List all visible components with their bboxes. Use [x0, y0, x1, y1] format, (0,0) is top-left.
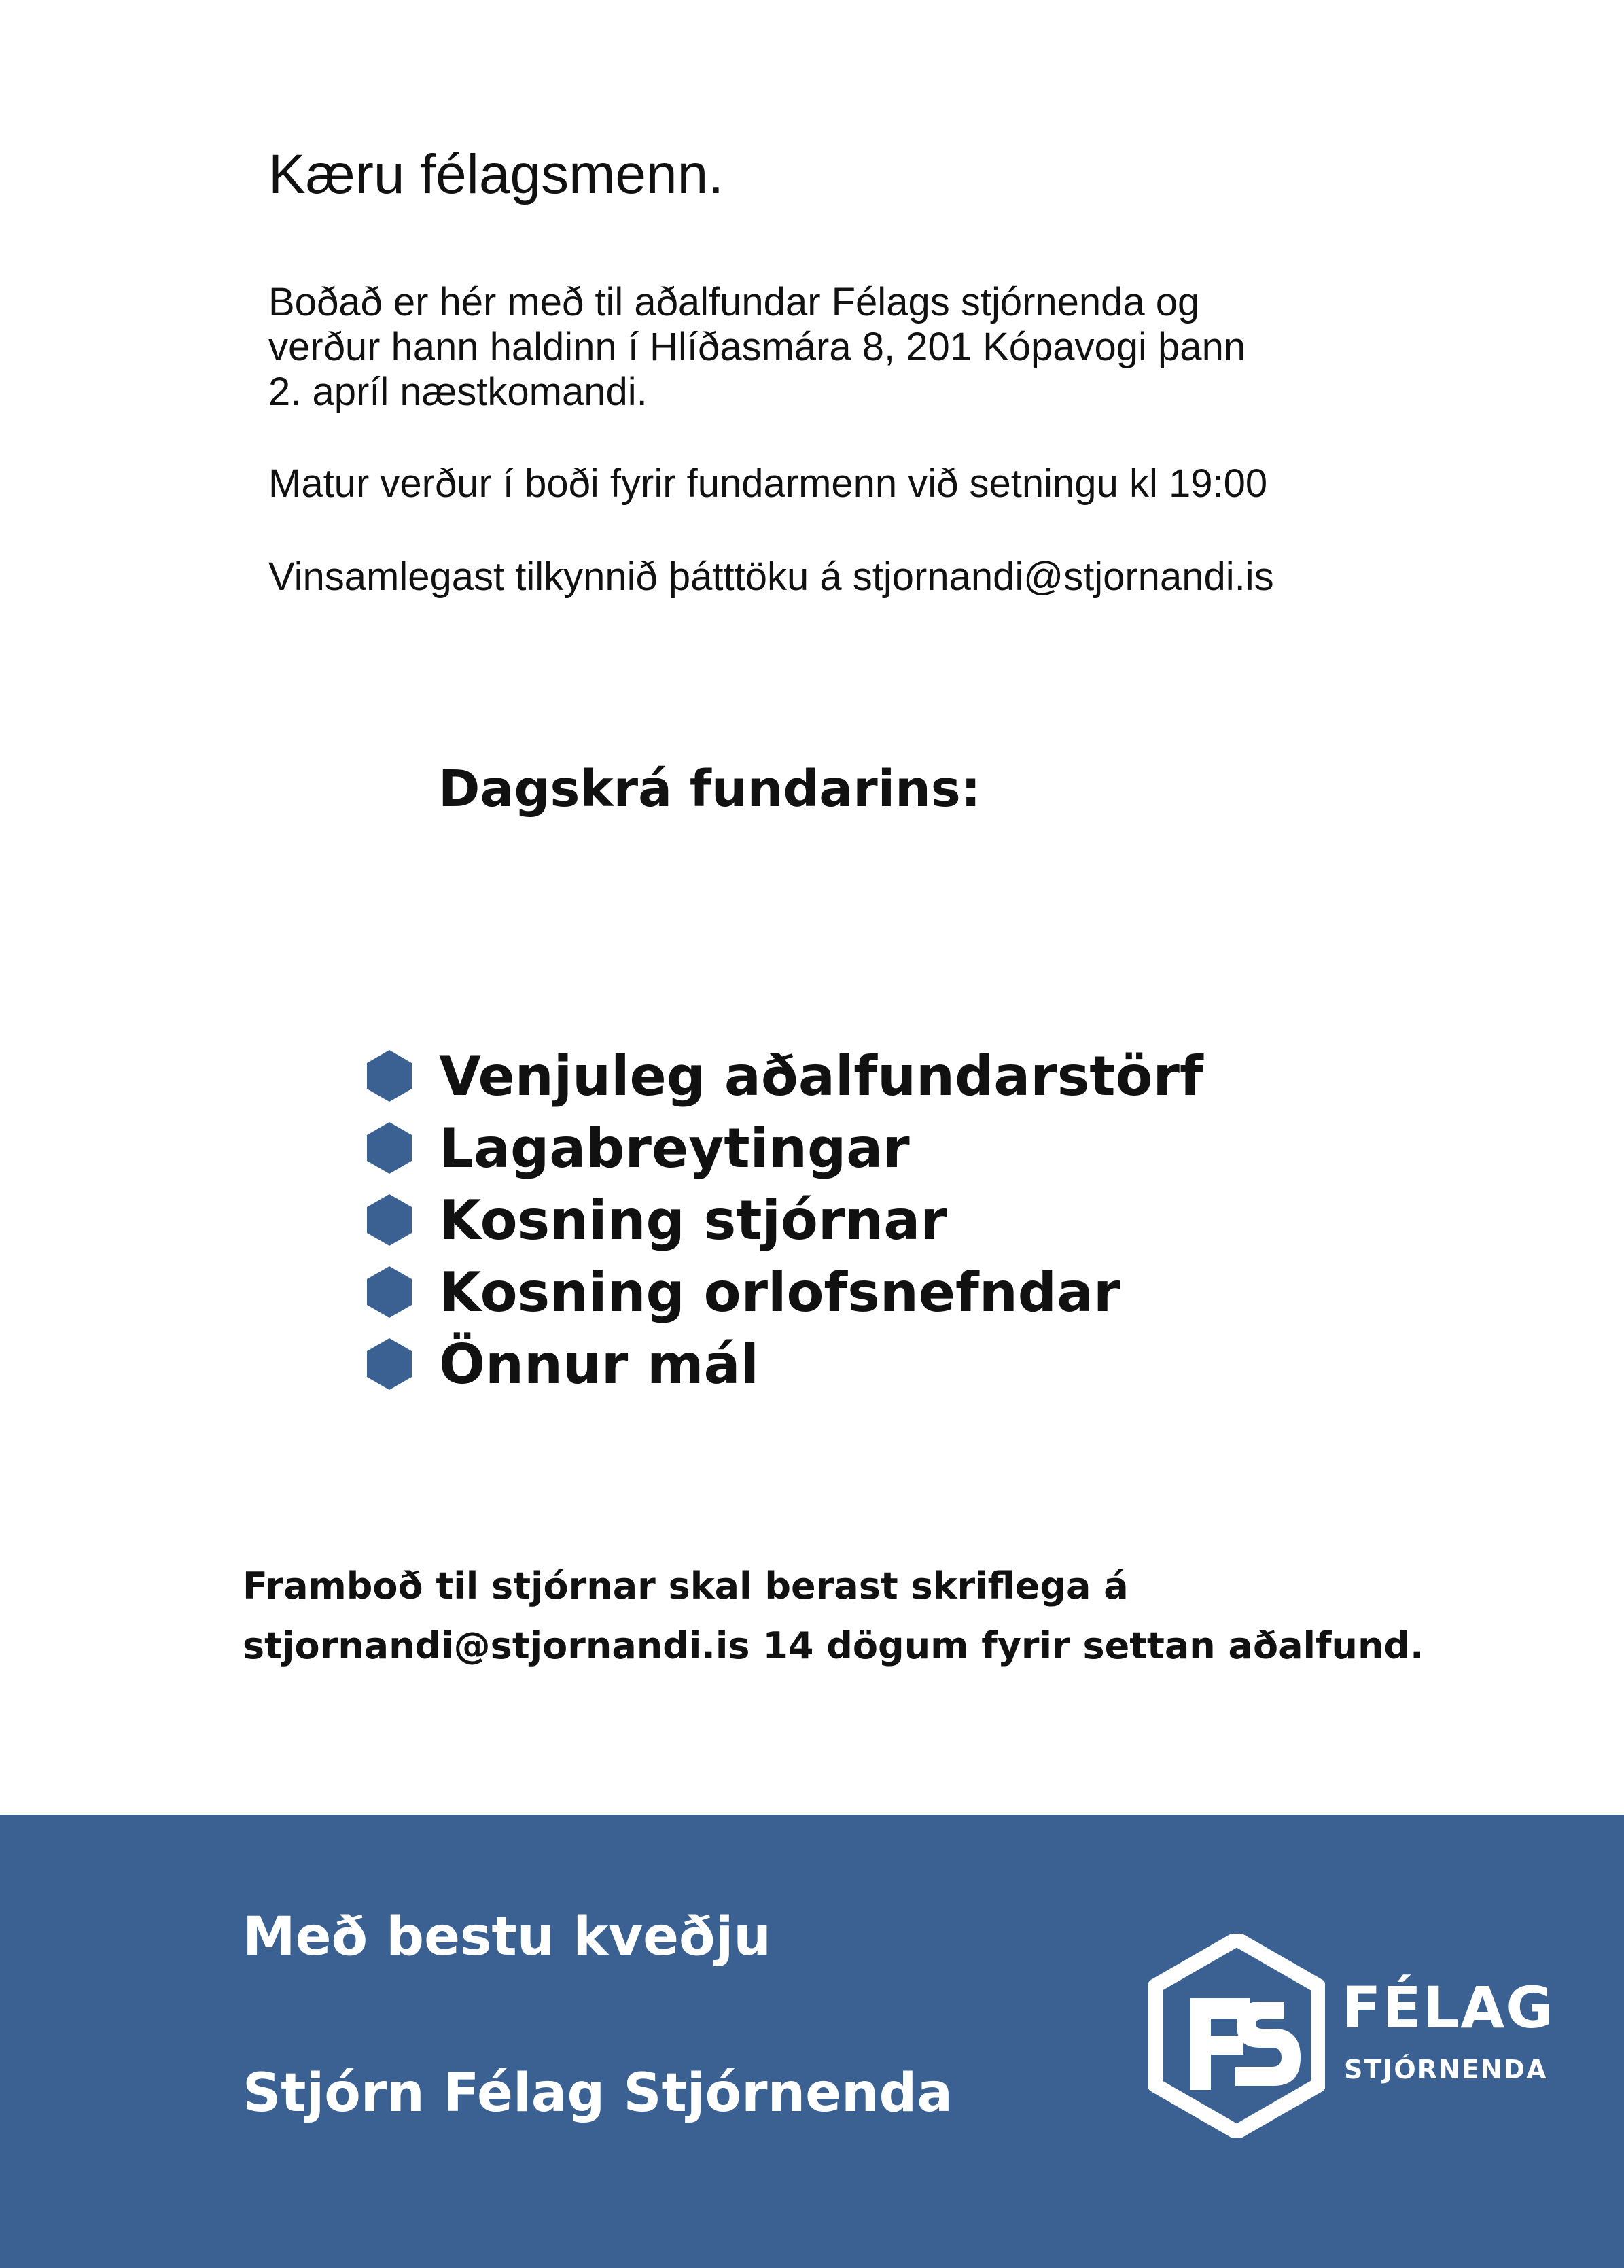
- hexagon-bullet-icon: [367, 1050, 412, 1102]
- agenda-item-label: Önnur mál: [439, 1332, 759, 1396]
- agenda-item: [367, 1040, 1203, 1112]
- footer-banner: [0, 1815, 1624, 2268]
- agenda-list: [367, 1040, 1203, 1400]
- hexagon-bullet-icon: [367, 1122, 412, 1174]
- intro-paragraph: [268, 280, 1246, 415]
- board-signature: Stjórn Félag Stjórnenda: [243, 2063, 953, 2124]
- agenda-item-label: Venjuleg aðalfundarstörf: [439, 1044, 1203, 1108]
- agenda-item-label: Lagabreytingar: [439, 1116, 910, 1180]
- agenda-item: [367, 1256, 1203, 1328]
- hexagon-bullet-icon: [367, 1266, 412, 1318]
- nomination-notice: [243, 1556, 1424, 1676]
- intro-line: 2. apríl næstkomandi.: [268, 370, 648, 414]
- agenda-item: [367, 1328, 1203, 1400]
- agenda-item: [367, 1184, 1203, 1256]
- hexagon-bullet-icon: [367, 1194, 412, 1246]
- logo-hexagon-icon: [1148, 1934, 1325, 2138]
- greeting-heading: Kæru félagsmenn.: [268, 143, 724, 205]
- intro-line: Boðað er hér með til aðalfundar Félags stjórnenda og: [268, 280, 1200, 324]
- meal-notice: Matur verður í boði fyrir fundarmenn við setningu kl 19:00: [268, 461, 1268, 506]
- agenda-title: Dagskrá fundarins:: [438, 760, 981, 818]
- intro-line: verður hann haldinn í Hlíðasmára 8, 201 Kópavogi þann: [268, 325, 1246, 369]
- nomination-line: Framboð til stjórnar skal berast skriflega á: [243, 1565, 1129, 1607]
- agenda-item-label: Kosning orlofsnefndar: [439, 1260, 1120, 1324]
- logo-wordmark-stjornenda: STJÓRNENDA: [1344, 2055, 1548, 2084]
- rsvp-notice: Vinsamlegast tilkynnið þátttöku á stjornandi@stjornandi.is: [268, 555, 1274, 599]
- agenda-item-label: Kosning stjórnar: [439, 1188, 947, 1252]
- nomination-line: stjornandi@stjornandi.is 14 dögum fyrir settan aðalfund.: [243, 1624, 1424, 1667]
- signoff-text: Með bestu kveðju: [243, 1906, 771, 1968]
- felag-stjornenda-logo: [1148, 1934, 1570, 2151]
- agenda-item: [367, 1112, 1203, 1184]
- logo-wordmark-felag: FÉLAG: [1342, 1974, 1555, 2041]
- hexagon-bullet-icon: [367, 1338, 412, 1390]
